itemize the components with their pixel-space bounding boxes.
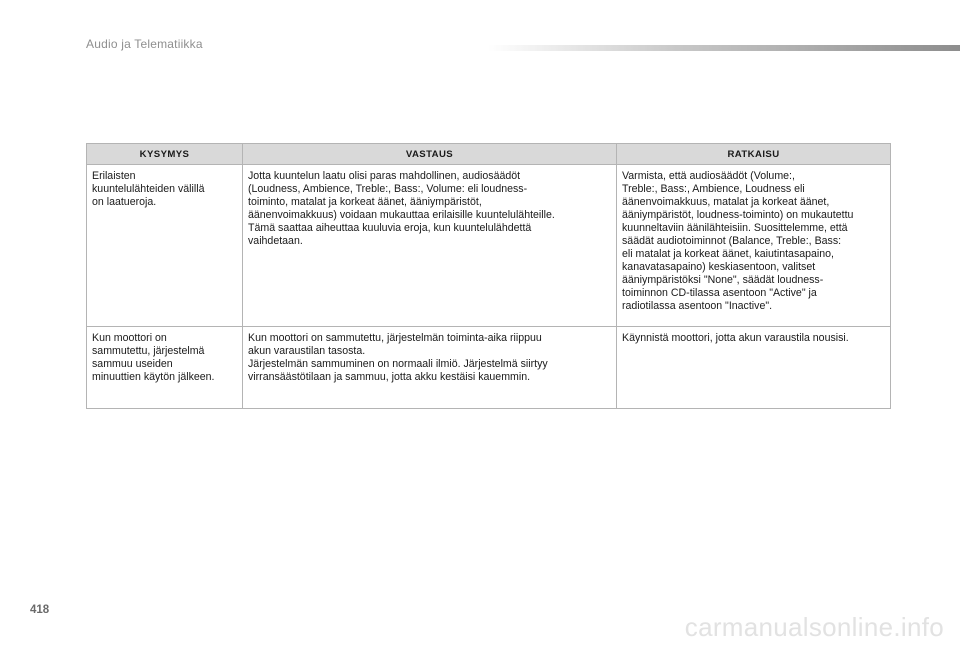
text-line: Kun moottori on	[92, 332, 167, 344]
text-line: on laatueroja.	[92, 196, 157, 208]
text-line: Tämä saattaa aiheuttaa kuuluvia eroja, kun kuuntelulähdettä	[248, 222, 532, 234]
question-cell	[87, 165, 243, 327]
text-line: Treble:, Bass:, Ambience, Loudness eli	[622, 183, 805, 195]
text-line: kuuntelulähteiden välillä	[92, 183, 205, 195]
text-line: Varmista, että audiosäädöt (Volume:,	[622, 170, 795, 182]
page-number: 418	[30, 604, 50, 616]
text-line: Jotta kuuntelun laatu olisi paras mahdollinen, audiosäädöt	[248, 170, 521, 182]
table-header-row	[87, 144, 891, 165]
text-line: toiminnon CD-tilassa asentoon "Active" ja	[622, 287, 817, 299]
section-title: Audio ja Telematiikka	[86, 37, 203, 51]
question-cell	[87, 327, 243, 409]
watermark: carmanualsonline.info	[684, 612, 944, 642]
text-line: sammuu useiden	[92, 358, 173, 370]
header-decor-bar	[488, 45, 960, 51]
column-header-question: KYSYMYS	[87, 144, 243, 165]
answer-cell	[243, 165, 617, 327]
text-line: eli matalat ja korkeat äänet, kaiutintasapaino,	[622, 248, 835, 260]
text-line: äänenvoimakkuus, matalat ja korkeat äänet,	[622, 196, 830, 208]
text-line: säädät audiotoiminnot (Balance, Treble:, Bass:	[622, 235, 842, 247]
text-line: ääniympäristöksi "None", säädät loudness-	[622, 274, 824, 286]
text-line: ääniympäristöt, loudness-toiminto) on mukautettu	[622, 209, 854, 221]
text-line: toiminto, matalat ja korkeat äänet, ääniympäristöt,	[248, 196, 482, 208]
text-line: Järjestelmän sammuminen on normaali ilmiö. Järjestelmä siirtyy	[248, 358, 548, 370]
text-line: radiotilassa asentoon "Inactive".	[622, 300, 773, 312]
text-line: Kun moottori on sammutettu, järjestelmän toiminta-aika riippuu	[248, 332, 542, 344]
text-line: vaihdetaan.	[248, 235, 303, 247]
column-header-solution: RATKAISU	[617, 144, 891, 165]
solution-cell	[617, 327, 891, 409]
solution-cell	[617, 165, 891, 327]
table-row	[87, 327, 891, 409]
text-line: minuuttien käytön jälkeen.	[92, 371, 215, 383]
troubleshooting-table	[86, 143, 891, 409]
text-line: Käynnistä moottori, jotta akun varaustila nousisi.	[622, 332, 849, 344]
text-line: kuunneltaviin äänilähteisiin. Suosittelemme, että	[622, 222, 848, 234]
text-line: Erilaisten	[92, 170, 136, 182]
table-row	[87, 165, 891, 327]
answer-cell	[243, 327, 617, 409]
text-line: (Loudness, Ambience, Treble:, Bass:, Volume: eli loudness-	[248, 183, 528, 195]
text-line: akun varaustilan tasosta.	[248, 345, 366, 357]
text-line: äänenvoimakkuus) voidaan mukauttaa erilaisille kuuntelulähteille.	[248, 209, 555, 221]
column-header-answer: VASTAUS	[243, 144, 617, 165]
text-line: virransäästötilaan ja sammuu, jotta akku kestäisi kauemmin.	[248, 371, 531, 383]
text-line: sammutettu, järjestelmä	[92, 345, 205, 357]
text-line: kanavatasapaino) keskiasentoon, valitset	[622, 261, 816, 273]
